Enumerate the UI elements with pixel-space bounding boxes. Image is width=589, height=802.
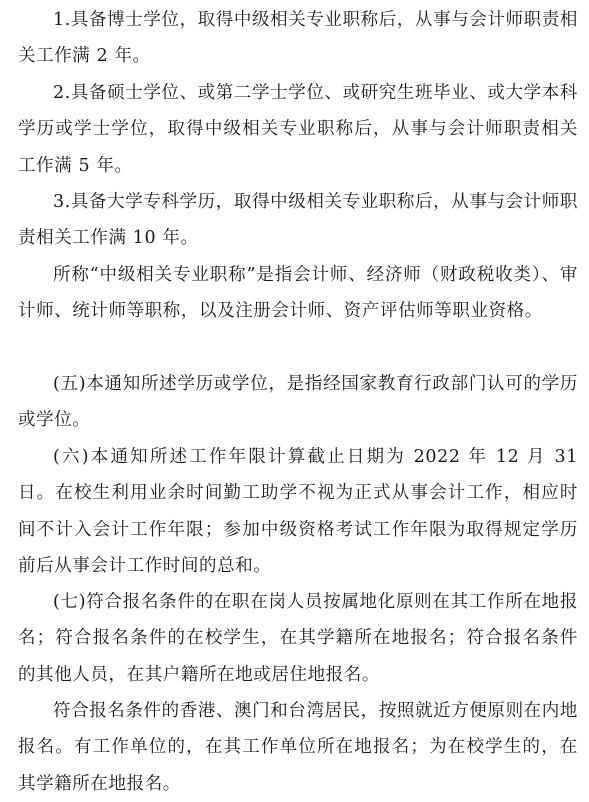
paragraph-4: 所称“中级相关专业职称”是指会计师、经济师（财政税收类）、审计师、统计师等职称，以及注册会计师、资产评估师等职业资格。 (18, 265, 578, 322)
paragraph-3: 3.具备大学专科学历，取得中级相关专业职称后，从事与会计师职责相关工作满 10 年。 (18, 192, 578, 249)
paragraph-7: (七)符合报名条件的在职在岗人员按属地化原则在其工作所在地报名；符合报名条件的在校学生，在其学籍所在地报名；符合报名条件的其他人员，在其户籍所在地或居住地报名。 (18, 592, 578, 685)
paragraph-1: 1.具备博士学位，取得中级相关专业职称后，从事与会计师职责相关工作满 2 年。 (18, 10, 578, 67)
paragraph-5: (五)本通知所述学历或学位，是指经国家教育行政部门认可的学历或学位。 (18, 374, 578, 431)
paragraph-2: 2.具备硕士学位、或第二学士学位、或研究生班毕业、或大学本科学历或学士学位，取得中级相关专业职称后，从事与会计师职责相关工作满 5 年。 (18, 83, 578, 176)
paragraph-8: 符合报名条件的香港、澳门和台湾居民，按照就近方便原则在内地报名。有工作单位的，在其工作单位所在地报名；为在校学生的，在其学籍所在地报名。 (18, 701, 578, 794)
paragraph-6: (六)本通知所述工作年限计算截止日期为 2022 年 12 月 31 日。在校生利用业余时间勤工助学不视为正式从事会计工作，相应时间不计入会计工作年限；参加中级资格考试工作年限为取得规定学历前后从事会计工作时间的总和。 (18, 447, 578, 577)
